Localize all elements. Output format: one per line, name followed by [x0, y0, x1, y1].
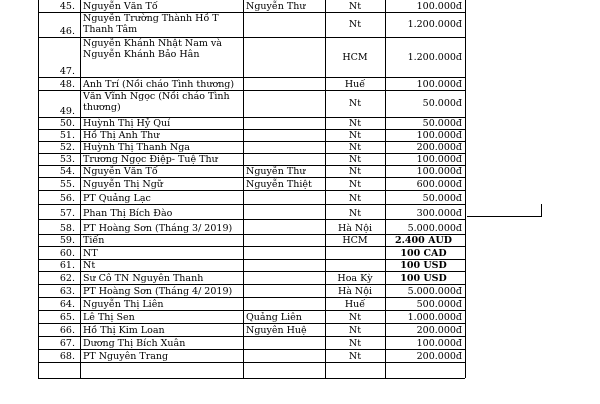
representative-name: [243, 297, 325, 310]
donor-name: Hồ Thị Kim Loan: [83, 325, 165, 336]
table-gridline: [38, 349, 465, 350]
donor-name: Nguyễn Thị Ngữ: [83, 179, 163, 190]
donation-amount: 300.000đ: [416, 208, 462, 219]
representative-name: [243, 219, 325, 234]
donation-amount: 100.000đ: [416, 154, 462, 165]
table-gridline: [38, 190, 465, 191]
location: [325, 259, 385, 271]
row-number: 56.: [59, 193, 75, 204]
table-gridline: [38, 204, 465, 205]
row-number: 49.: [59, 106, 75, 117]
donor-name: Anh Trí (Nồi cháo Tình thương): [83, 79, 235, 90]
representative-name: [243, 153, 325, 165]
donation-amount: 2.400 AUD: [395, 235, 452, 246]
row-number: 65.: [59, 312, 75, 323]
table-gridline: [38, 37, 465, 38]
representative-name: [243, 37, 325, 77]
location: Hoa Kỳ: [337, 273, 373, 284]
table-gridline: [38, 246, 465, 247]
location: Nt: [348, 130, 362, 141]
donor-name: Phan Thị Bích Đào: [83, 208, 173, 219]
donor-name: Trương Ngọc Điệp- Tuệ Thư: [83, 154, 218, 165]
representative-name: [243, 234, 325, 246]
table-gridline: [38, 259, 465, 260]
location: Hà Nội: [337, 286, 373, 297]
representative-name: [243, 349, 325, 362]
location: HCM: [342, 51, 368, 63]
table-gridline: [38, 378, 465, 379]
table-gridline: [541, 204, 542, 217]
representative-name: [243, 204, 325, 219]
table-gridline: [80, 0, 81, 378]
table-gridline: [38, 362, 465, 363]
location: Nt: [348, 312, 362, 323]
donation-amount: 100.000đ: [416, 79, 462, 90]
table-gridline: [38, 336, 465, 337]
table-gridline: [38, 323, 465, 324]
location: Nt: [348, 98, 362, 109]
donor-name: Lê Thị Sen: [83, 312, 135, 323]
donor-name: Dương Thị Bích Xuân: [83, 338, 186, 349]
donation-amount: 200.000đ: [416, 325, 462, 336]
donation-amount: 1.200.000đ: [407, 19, 462, 30]
table-gridline: [38, 141, 465, 142]
donation-amount: 500.000đ: [416, 299, 462, 310]
location: Nt: [348, 154, 362, 165]
donor-name: Nguyễn Văn Tố: [83, 166, 158, 177]
donor-name: NT: [83, 248, 98, 259]
row-number: 45.: [59, 1, 75, 12]
donation-amount: 50.000đ: [422, 193, 462, 204]
donor-name: Nguyễn Khánh Nhật Nam và Nguyễn Khánh Bảo Hân: [83, 38, 222, 60]
donor-name: PT Quảng Lạc: [83, 193, 151, 204]
donor-name: PT Nguyên Trang: [83, 351, 169, 362]
table-gridline: [38, 90, 465, 91]
representative-name: [243, 246, 325, 259]
donor-name: PT Hoàng Sơn (Tháng 3/ 2019): [83, 223, 233, 234]
donation-amount: 100 USD: [400, 260, 447, 271]
row-number: 58.: [59, 223, 75, 234]
row-number: 63.: [59, 286, 75, 297]
representative-name: [243, 117, 325, 129]
location: HCM: [342, 235, 368, 246]
location: Nt: [348, 1, 362, 12]
donation-amount: 1.200.000đ: [407, 51, 462, 63]
donor-name: Văn Vĩnh Ngọc (Nồi cháo Tình thương): [83, 91, 230, 113]
donor-name: Nguyễn Thị Liên: [83, 299, 164, 310]
donation-amount: 100 USD: [400, 273, 447, 284]
representative-name: [243, 259, 325, 271]
donation-amount: 100.000đ: [416, 338, 462, 349]
table-gridline: [38, 234, 465, 235]
table-gridline: [325, 0, 326, 378]
location: [325, 246, 385, 259]
table-gridline: [38, 310, 465, 311]
row-number: 61.: [59, 260, 75, 271]
donation-amount: 100 CAD: [400, 248, 447, 259]
representative-name: [243, 77, 325, 90]
table-gridline: [465, 0, 466, 378]
location: Huế: [344, 79, 366, 90]
row-number: 60.: [59, 248, 75, 259]
representative-name: [243, 129, 325, 141]
table-gridline: [38, 177, 465, 178]
row-number: 46.: [59, 26, 75, 37]
location: Nt: [348, 179, 362, 190]
table-gridline: [243, 0, 244, 378]
table-gridline: [38, 117, 465, 118]
location: Nt: [348, 338, 362, 349]
row-number: 54.: [59, 166, 75, 177]
location: Nt: [348, 142, 362, 153]
donor-name: Nguyễn Trường Thành Hồ T Thanh Tâm: [83, 13, 219, 35]
row-number: 67.: [59, 338, 75, 349]
table-gridline: [38, 129, 465, 130]
donation-amount: 50.000đ: [422, 98, 462, 109]
location: Nt: [348, 19, 362, 30]
donation-amount: 600.000đ: [416, 179, 462, 190]
table-gridline: [38, 12, 465, 13]
representative-name: Nguyễn Thư: [246, 1, 306, 12]
donor-name: PT Hoàng Sơn (Tháng 4/ 2019): [83, 286, 233, 297]
donor-name: Tiến: [83, 235, 105, 246]
location: Nt: [348, 193, 362, 204]
row-number: 66.: [59, 325, 75, 336]
representative-name: [243, 90, 325, 117]
table-gridline: [38, 77, 465, 78]
table-gridline: [38, 271, 465, 272]
donation-amount: 200.000đ: [416, 142, 462, 153]
table-gridline: [38, 219, 465, 220]
representative-name: [243, 12, 325, 37]
donor-name: Huỳnh Thị Thanh Nga: [83, 142, 190, 153]
table-gridline: [38, 153, 465, 154]
representative-name: [243, 284, 325, 297]
representative-name: [243, 271, 325, 284]
location: Nt: [348, 351, 362, 362]
row-number: 48.: [59, 79, 75, 90]
row-number: 52.: [59, 142, 75, 153]
row-number: 57.: [59, 208, 75, 219]
table-gridline: [38, 0, 39, 378]
donation-amount: 200.000đ: [416, 351, 462, 362]
table-gridline: [38, 284, 465, 285]
donor-name: Hồ Thị Anh Thư: [83, 130, 160, 141]
donation-amount: 100.000đ: [416, 166, 462, 177]
donor-name: Huỳnh Thị Hỷ Quí: [83, 118, 171, 129]
location: Nt: [348, 208, 362, 219]
table-gridline: [385, 0, 386, 378]
row-number: 62.: [59, 273, 75, 284]
location: Huế: [344, 299, 366, 310]
representative-name: Nguyễn Thiệt: [246, 179, 312, 190]
donor-name: Nguyễn Văn Tố: [83, 1, 158, 12]
row-number: 51.: [59, 130, 75, 141]
location: Nt: [348, 325, 362, 336]
representative-name: [243, 190, 325, 204]
representative-name: [243, 336, 325, 349]
location: Hà Nội: [337, 223, 373, 234]
donation-amount: 1.000.000đ: [407, 312, 462, 323]
row-number: 47.: [59, 66, 75, 77]
donation-amount: 50.000đ: [422, 118, 462, 129]
row-number: 68.: [59, 351, 75, 362]
table-gridline: [467, 216, 541, 217]
representative-name: Nguyễn Thư: [246, 166, 306, 177]
donation-amount: 5.000.000đ: [407, 286, 462, 297]
donation-amount: 100.000đ: [416, 1, 462, 12]
location: Nt: [348, 166, 362, 177]
donation-amount: 100.000đ: [416, 130, 462, 141]
row-number: 59.: [59, 235, 75, 246]
row-number: 55.: [59, 179, 75, 190]
representative-name: Quảng Liên: [246, 312, 302, 323]
donation-amount: 5.000.000đ: [407, 223, 462, 234]
representative-name: Nguyên Huệ: [246, 325, 307, 336]
table-gridline: [38, 165, 465, 166]
row-number: 53.: [59, 154, 75, 165]
location: Nt: [348, 118, 362, 129]
representative-name: [243, 141, 325, 153]
row-number: 50.: [59, 118, 75, 129]
table-gridline: [38, 297, 465, 298]
donor-name: Sư Cô TN Nguyên Thanh: [83, 273, 204, 284]
donor-name: Nt: [83, 260, 96, 271]
row-number: 64.: [59, 299, 75, 310]
